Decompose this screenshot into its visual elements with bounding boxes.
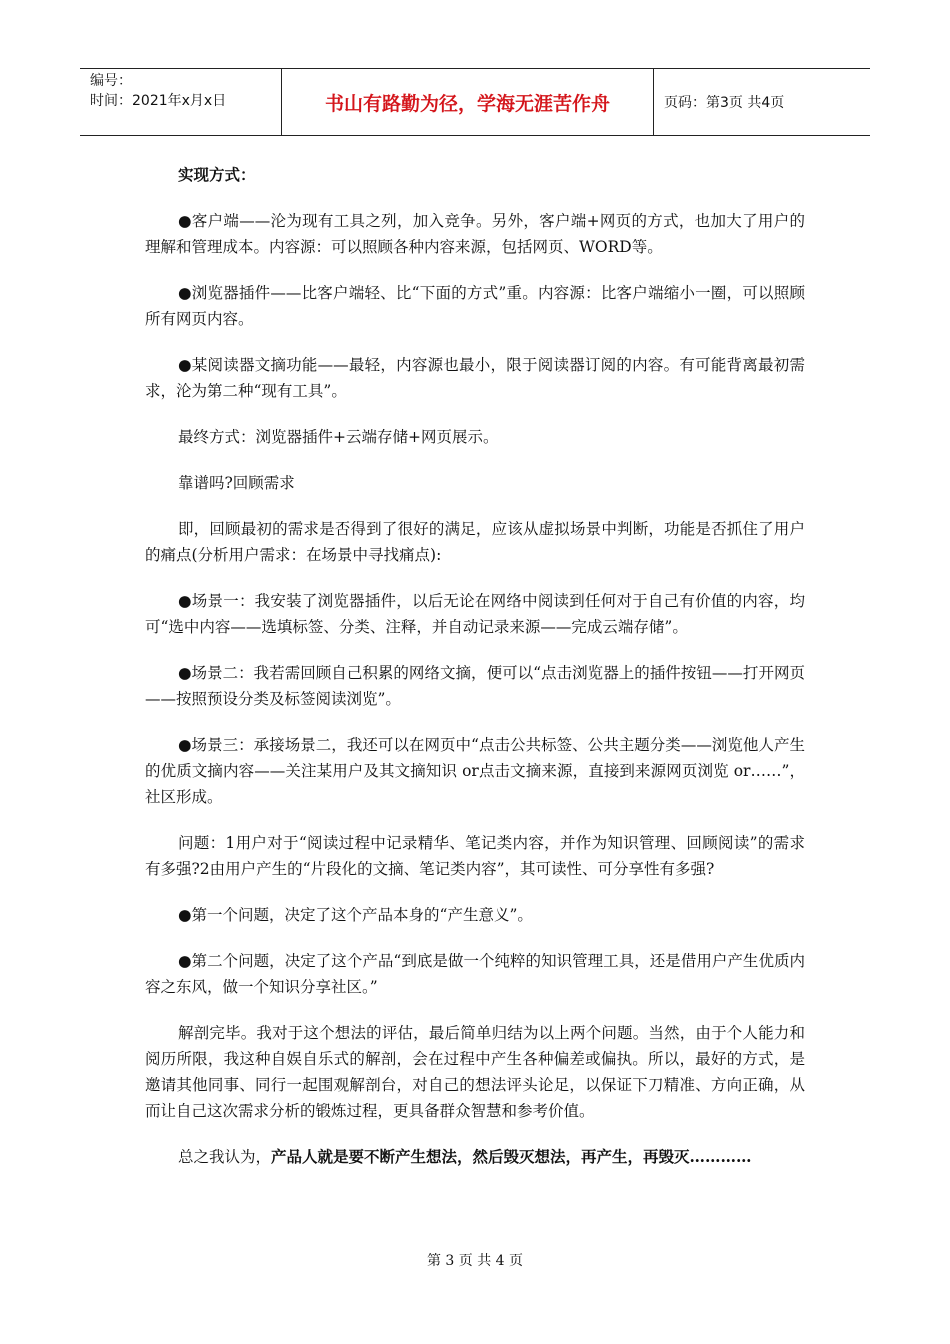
- header-table: [80, 68, 870, 136]
- closing-paragraph: [145, 1144, 805, 1170]
- header-motto: 书山有路勤为径，学海无涯苦作舟: [282, 69, 654, 135]
- paragraph: ●场景三：承接场景二，我还可以在网页中“点击公共标签、公共主题分类——浏览他人产生的优质文摘内容——关注某用户及其文摘知识 or点击文摘来源，直接到来源网页浏览 or……”，社区形成。: [145, 736, 805, 806]
- section-heading: 实现方式：: [178, 165, 256, 184]
- paragraph: ●第二个问题，决定了这个产品“到底是做一个纯粹的知识管理工具，还是借用户产生优质内容之东风，做一个知识分享社区。”: [145, 952, 805, 996]
- paragraph: ●客户端——沦为现有工具之列，加入竞争。另外，客户端+网页的方式，也加大了用户的理解和管理成本。内容源：可以照顾各种内容来源，包括网页、WORD等。: [145, 212, 805, 256]
- paragraph: ●浏览器插件——比客户端轻、比“下面的方式”重。内容源：比客户端缩小一圈，可以照顾所有网页内容。: [145, 284, 805, 328]
- closing-bold-text: 产品人就是要不断产生想法，然后毁灭想法，再产生，再毁灭…………: [271, 1147, 752, 1166]
- paragraph: ●场景一：我安装了浏览器插件，以后无论在网络中阅读到任何对于自己有价值的内容，均可“选中内容——选填标签、分类、注释，并自动记录来源——完成云端存储”。: [145, 592, 805, 636]
- header-meta-cell: [80, 69, 282, 135]
- paragraph: 即，回顾最初的需求是否得到了很好的满足，应该从虚拟场景中判断，功能是否抓住了用户的痛点(分析用户需求：在场景中寻找痛点):: [145, 520, 805, 564]
- paragraph: ●某阅读器文摘功能——最轻，内容源也最小，限于阅读器订阅的内容。有可能背离最初需求，沦为第二种“现有工具”。: [145, 356, 805, 400]
- paragraph: 靠谱吗?回顾需求: [178, 474, 295, 492]
- page-footer: 第 3 页 共 4 页: [426, 1253, 524, 1269]
- document-date-label: 时间：2021年x月x日: [90, 93, 227, 109]
- document-body: [145, 150, 805, 1190]
- paragraph: 最终方式：浏览器插件+云端存储+网页展示。: [178, 428, 499, 446]
- paragraph: ●场景二：我若需回顾自己积累的网络文摘，便可以“点击浏览器上的插件按钮——打开网页——按照预设分类及标签阅读浏览”。: [145, 664, 805, 708]
- closing-lead-text: 总之我认为，: [178, 1148, 272, 1166]
- header-page-info: 页码：第3页 共4页: [664, 95, 785, 111]
- paragraph: ●第一个问题，决定了这个产品本身的“产生意义”。: [178, 906, 533, 924]
- paragraph: 问题：1用户对于“阅读过程中记录精华、笔记类内容，并作为知识管理、回顾阅读”的需求有多强?2由用户产生的“片段化的文摘、笔记类内容”，其可读性、可分享性有多强?: [145, 834, 805, 878]
- document-number-label: 编号：: [90, 73, 132, 89]
- paragraph: 解剖完毕。我对于这个想法的评估，最后简单归结为以上两个问题。当然，由于个人能力和阅历所限，我这种自娱自乐式的解剖，会在过程中产生各种偏差或偏执。所以，最好的方式，是邀请其他同事、同行一起围观解剖台，对自己的想法评头论足，以保证下刀精准、方向正确，从而让自己这次需求分析的锻炼过程，更具备群众智慧和参考价值。: [145, 1024, 805, 1120]
